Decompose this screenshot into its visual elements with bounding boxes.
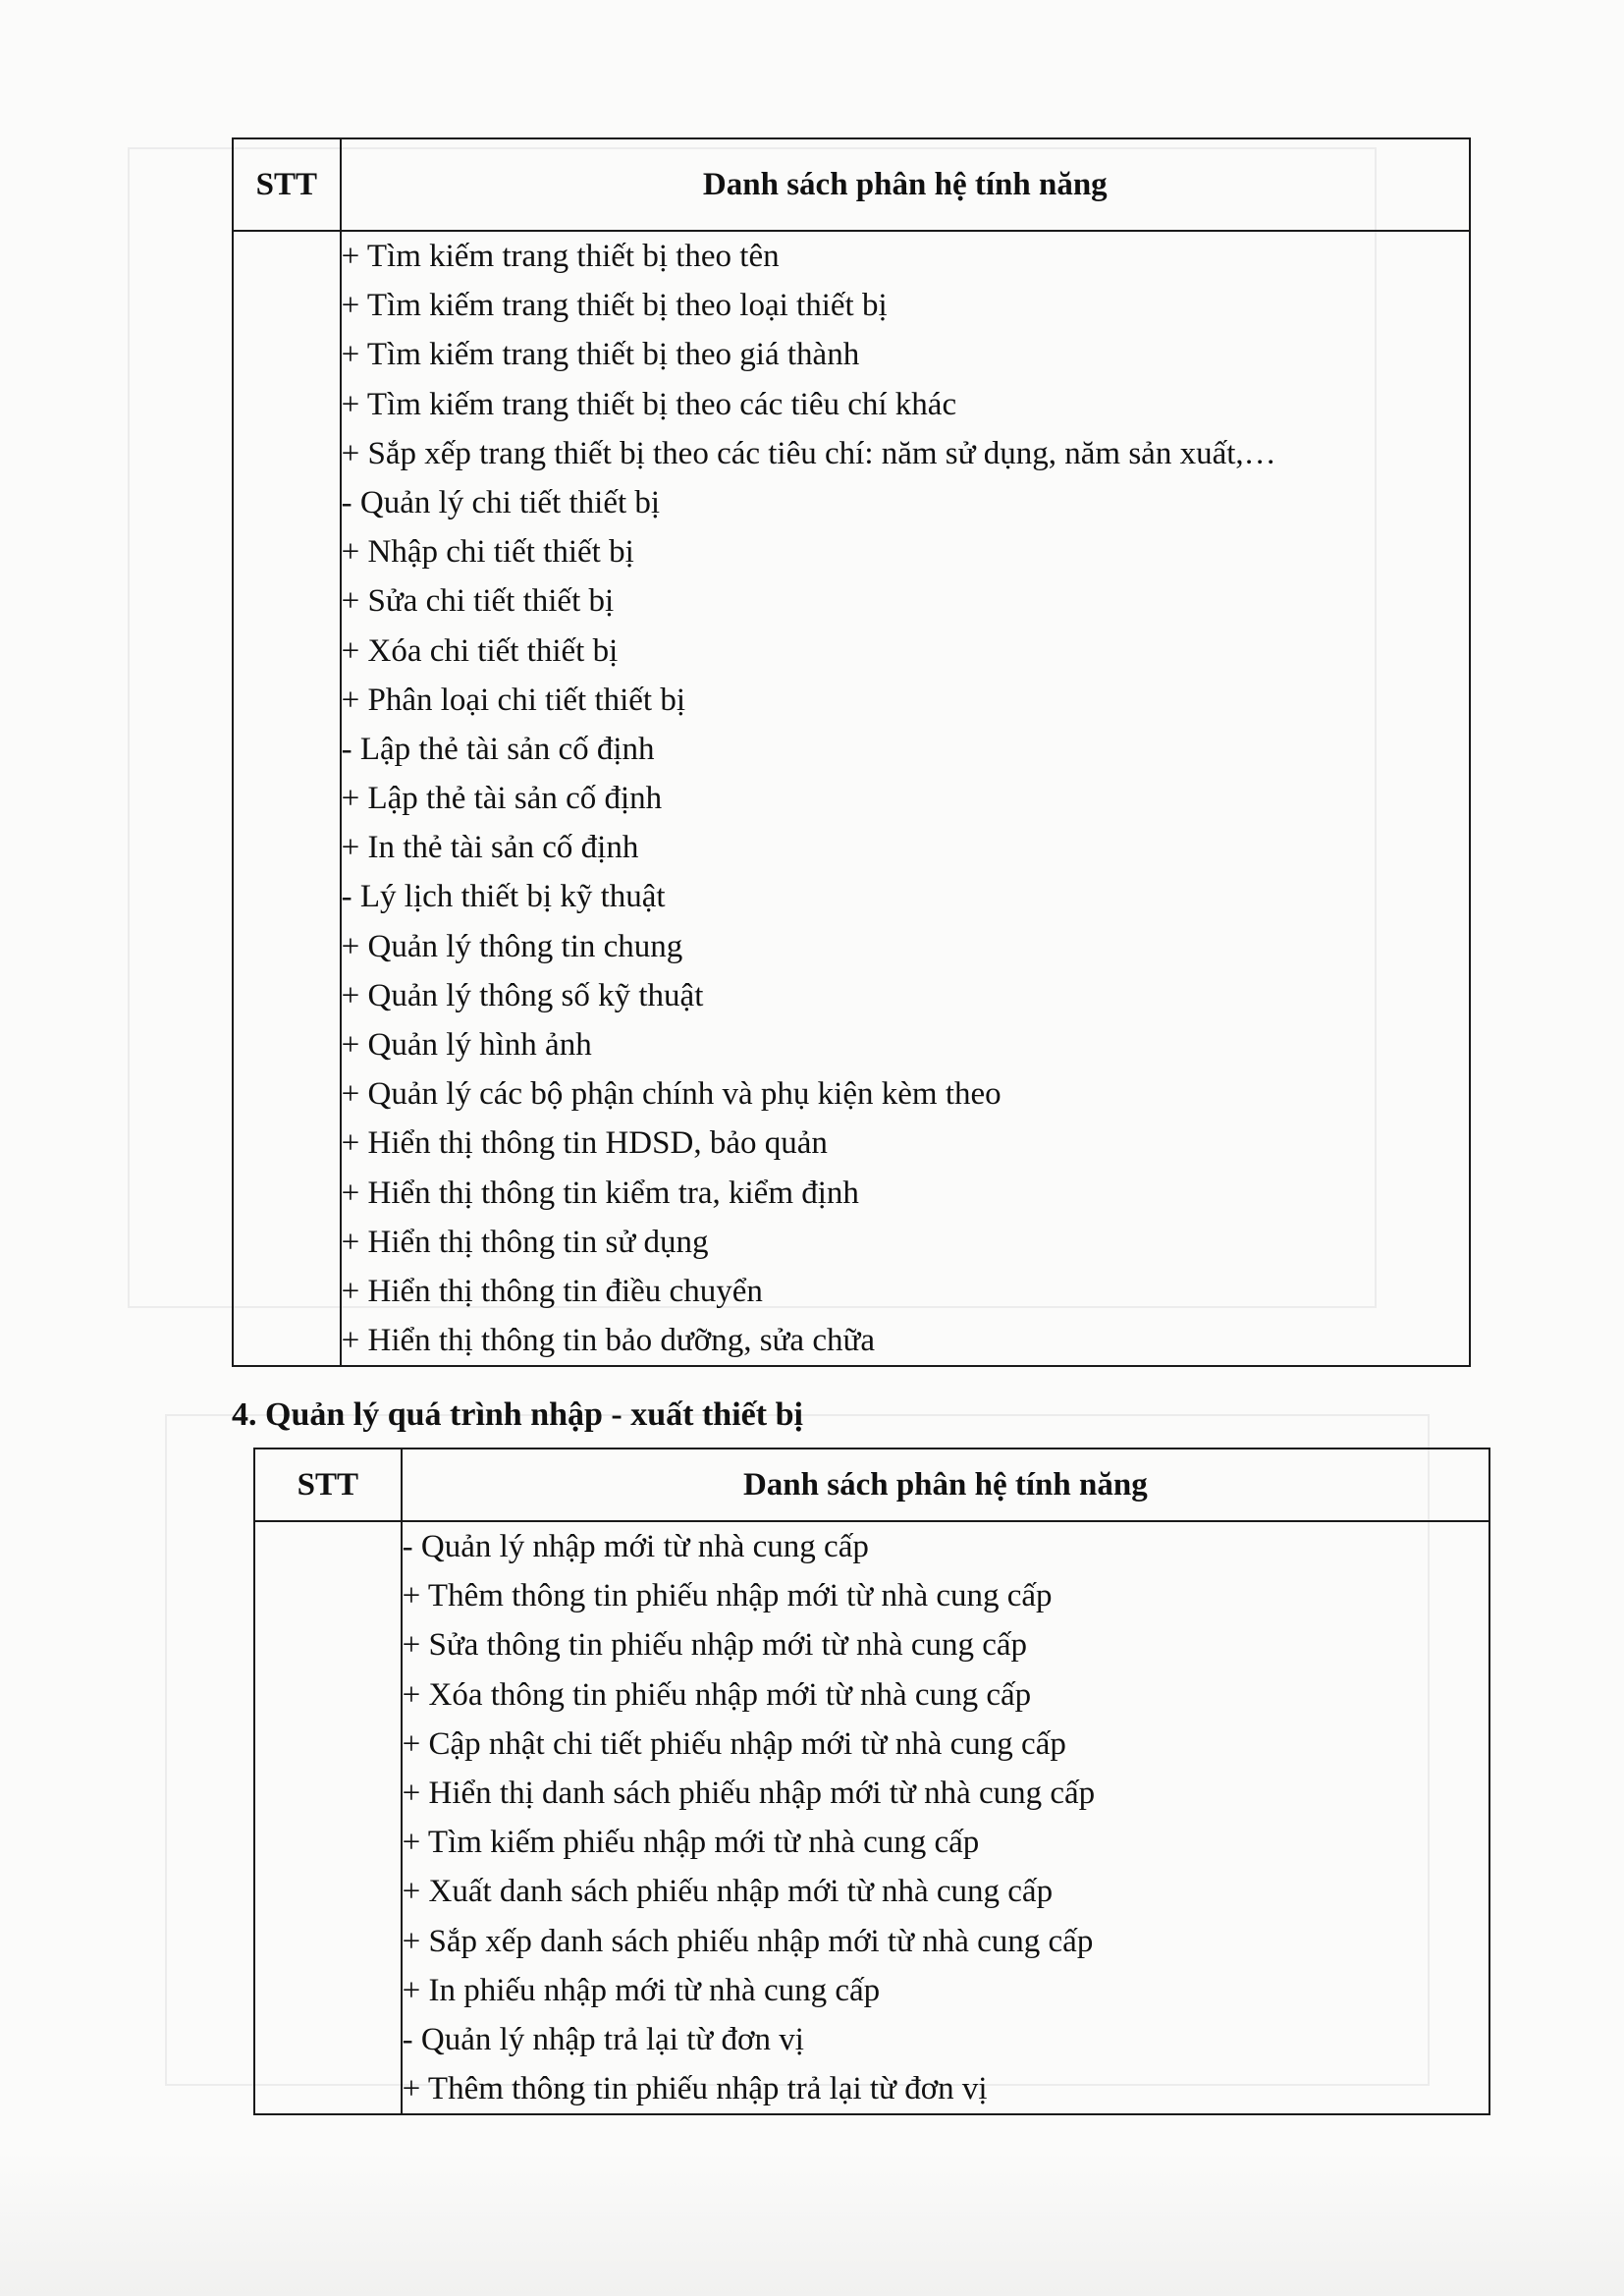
feature-list-cell <box>341 231 1470 1366</box>
feature-line: + Xóa thông tin phiếu nhập mới từ nhà cung cấp <box>402 1676 1032 1713</box>
feature-line: + Tìm kiếm trang thiết bị theo các tiêu chí khác <box>341 386 957 422</box>
header-feature-list: Danh sách phân hệ tính năng <box>402 1449 1489 1521</box>
feature-line: + Quản lý thông số kỹ thuật <box>341 977 704 1013</box>
section-heading: 4. Quản lý quá trình nhập - xuất thiết bị <box>232 1396 803 1433</box>
header-stt: STT <box>254 1449 402 1521</box>
feature-line: + Hiển thị thông tin điều chuyển <box>341 1273 763 1309</box>
feature-table-import-export <box>253 1448 1490 2115</box>
feature-line: - Quản lý nhập trả lại từ đơn vị <box>402 2021 804 2057</box>
table-header-row <box>233 138 1470 231</box>
feature-line: - Quản lý chi tiết thiết bị <box>341 484 661 520</box>
header-feature-list: Danh sách phân hệ tính năng <box>341 138 1470 231</box>
feature-line: + Sửa thông tin phiếu nhập mới từ nhà cung cấp <box>402 1627 1028 1664</box>
table-row <box>233 231 1470 1366</box>
feature-line: + Tìm kiếm trang thiết bị theo tên <box>341 239 780 274</box>
feature-line: + Phân loại chi tiết thiết bị <box>341 682 686 718</box>
feature-line: + Tìm kiếm trang thiết bị theo giá thành <box>341 337 860 373</box>
feature-line: - Quản lý nhập mới từ nhà cung cấp <box>402 1529 869 1564</box>
feature-line: + Tìm kiếm trang thiết bị theo loại thiết bị <box>341 288 888 324</box>
stt-cell <box>233 231 341 1366</box>
feature-line: + Thêm thông tin phiếu nhập mới từ nhà cung cấp <box>402 1578 1053 1614</box>
feature-line: + Hiển thị thông tin sử dụng <box>341 1224 709 1260</box>
feature-line: - Lý lịch thiết bị kỹ thuật <box>341 879 666 915</box>
feature-line: + Xuất danh sách phiếu nhập mới từ nhà cung cấp <box>402 1874 1054 1910</box>
feature-line: + Tìm kiếm phiếu nhập mới từ nhà cung cấp <box>402 1825 980 1861</box>
table-row <box>254 1521 1489 2114</box>
feature-line: + In thẻ tài sản cố định <box>341 830 639 866</box>
feature-line: + Quản lý các bộ phận chính và phụ kiện kèm theo <box>341 1076 1001 1113</box>
feature-line: + Thêm thông tin phiếu nhập trả lại từ đơn vị <box>402 2071 988 2107</box>
feature-line: + Sửa chi tiết thiết bị <box>341 583 615 620</box>
feature-line: + Quản lý hình ảnh <box>341 1027 592 1063</box>
feature-line: + Xóa chi tiết thiết bị <box>341 632 619 669</box>
feature-line: + Hiển thị thông tin kiểm tra, kiểm định <box>341 1175 859 1211</box>
header-stt: STT <box>233 138 341 231</box>
feature-line: + Nhập chi tiết thiết bị <box>341 534 634 571</box>
feature-line: + Cập nhật chi tiết phiếu nhập mới từ nhà cung cấp <box>402 1725 1066 1762</box>
feature-line: + In phiếu nhập mới từ nhà cung cấp <box>402 1972 881 2008</box>
table-header-row <box>254 1449 1489 1521</box>
feature-line: + Lập thẻ tài sản cố định <box>341 781 663 817</box>
page-bottom-shadow <box>0 2151 1624 2296</box>
feature-line: - Lập thẻ tài sản cố định <box>341 731 655 767</box>
feature-list-cell <box>402 1521 1489 2114</box>
feature-line: + Sắp xếp danh sách phiếu nhập mới từ nhà cung cấp <box>402 1923 1094 1959</box>
feature-line: + Hiển thị danh sách phiếu nhập mới từ nhà cung cấp <box>402 1775 1096 1811</box>
feature-line: + Quản lý thông tin chung <box>341 928 683 964</box>
feature-line: + Hiển thị thông tin bảo dưỡng, sửa chữa <box>341 1323 876 1359</box>
stt-cell <box>254 1521 402 2114</box>
feature-line: + Sắp xếp trang thiết bị theo các tiêu chí: năm sử dụng, năm sản xuất,… <box>341 435 1276 471</box>
feature-line: + Hiển thị thông tin HDSD, bảo quản <box>341 1125 828 1162</box>
feature-table-device-management <box>232 137 1471 1367</box>
